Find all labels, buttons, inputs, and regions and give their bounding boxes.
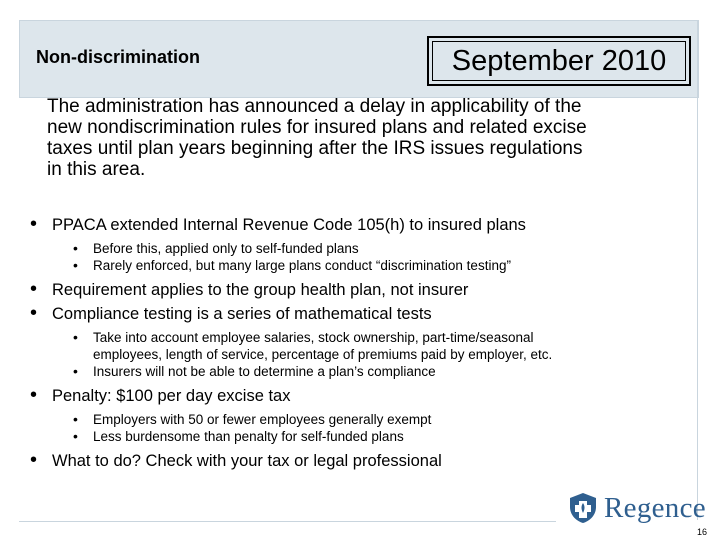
intro-line: The administration has announced a delay in applicability of the <box>47 96 582 117</box>
page-number: 16 <box>697 527 708 537</box>
sub-bullet-text: Employers with 50 or fewer employees generally exempt <box>93 412 432 427</box>
sub-bullet-dot-icon: • <box>73 257 78 273</box>
bullet-dot-icon: • <box>30 278 38 300</box>
bullet-text: Penalty: $100 per day excise tax <box>52 387 291 405</box>
sub-bullet-dot-icon: • <box>73 329 78 345</box>
intro-line: new nondiscrimination rules for insured plans and related excise <box>47 117 587 138</box>
bullet-dot-icon: • <box>30 384 38 406</box>
bullet-dot-icon: • <box>30 302 38 324</box>
sub-bullet-item <box>30 411 690 428</box>
intro-line: in this area. <box>47 159 146 180</box>
section-title: Non-discrimination <box>36 47 201 67</box>
bullet-list <box>30 213 690 473</box>
sub-bullet-dot-icon: • <box>73 363 78 379</box>
bullet-text: Compliance testing is a series of mathematical tests <box>52 305 432 323</box>
sub-bullet-item <box>30 257 690 274</box>
sub-bullet-text: Rarely enforced, but many large plans conduct “discrimination testing” <box>93 258 511 273</box>
sub-bullet-dot-icon: • <box>73 240 78 256</box>
sub-bullet-item <box>30 363 690 380</box>
date-box <box>427 36 691 86</box>
regence-logo <box>566 491 706 525</box>
intro-line: taxes until plan years beginning after the IRS issues regulations <box>47 138 583 159</box>
sub-bullet-text: Before this, applied only to self-funded plans <box>93 241 359 256</box>
bullet-item <box>30 302 690 326</box>
sub-bullet-dot-icon: • <box>73 411 78 427</box>
bullet-item <box>30 384 690 408</box>
logo-text: Regence <box>604 491 706 524</box>
sub-bullet-text: Less burdensome than penalty for self-funded plans <box>93 429 404 444</box>
cross-shield-icon <box>566 491 600 525</box>
sub-bullet-text: Take into account employee salaries, stock ownership, part-time/seasonal <box>93 330 534 345</box>
bullet-text: PPACA extended Internal Revenue Code 105(h) to insured plans <box>52 216 526 234</box>
sub-bullet-dot-icon: • <box>73 428 78 444</box>
sub-bullet-item <box>30 428 690 445</box>
bullet-text: Requirement applies to the group health plan, not insurer <box>52 281 469 299</box>
sub-bullet-text: employees, length of service, percentage of premiums paid by employer, etc. <box>93 347 553 362</box>
bullet-dot-icon: • <box>30 449 38 471</box>
bullet-text: What to do? Check with your tax or legal professional <box>52 452 442 470</box>
date-label: September 2010 <box>432 41 686 81</box>
footer-rule <box>19 521 556 522</box>
sub-bullet-item <box>30 329 690 363</box>
bullet-item <box>30 213 690 237</box>
sub-bullet-text: Insurers will not be able to determine a plan’s compliance <box>93 364 436 379</box>
bullet-item <box>30 449 690 473</box>
bullet-item <box>30 278 690 302</box>
right-rule <box>697 20 698 520</box>
sub-bullet-item <box>30 240 690 257</box>
intro-paragraph <box>47 96 697 180</box>
bullet-dot-icon: • <box>30 213 38 235</box>
